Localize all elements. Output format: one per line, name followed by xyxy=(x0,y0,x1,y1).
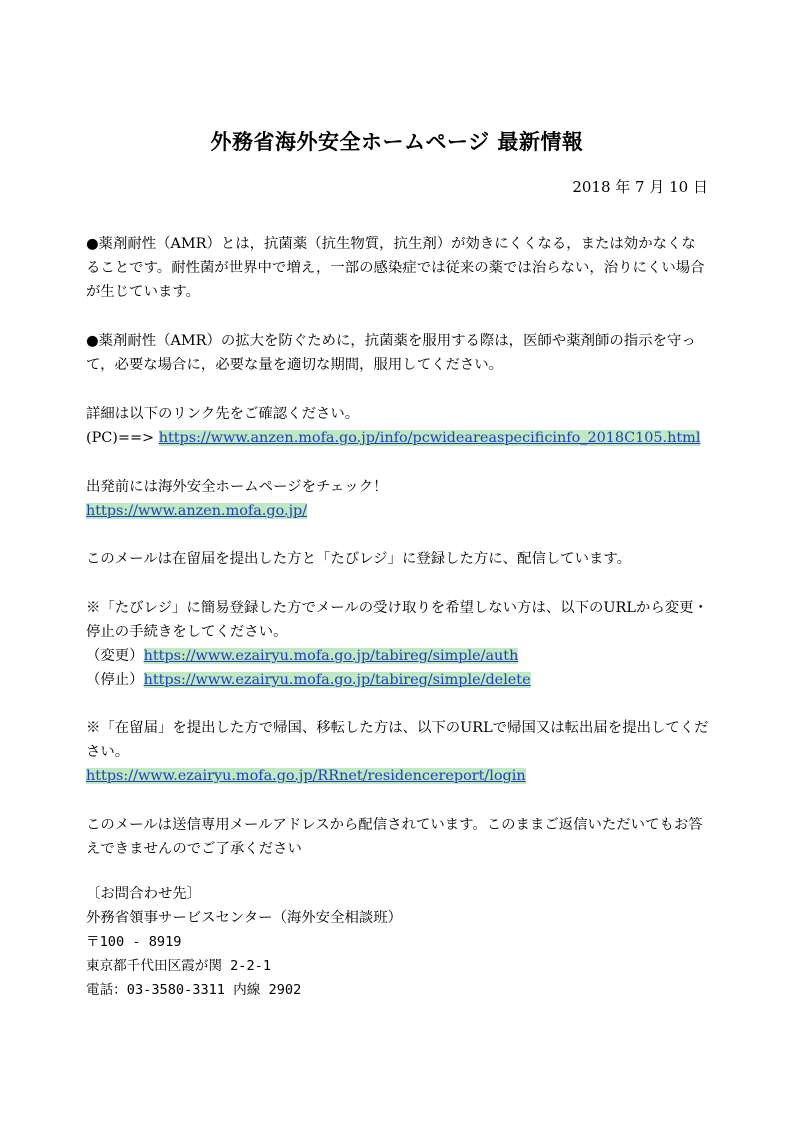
tabireg-change-link[interactable]: https://www.ezairyu.mofa.go.jp/tabireg/simple/auth xyxy=(143,648,519,664)
tabireg-note-text: ※「たびレジ」に簡易登録した方でメールの受け取りを希望しない方は、以下のURLから変更・停止の手続きをしてください。 xyxy=(86,600,708,640)
change-link-line xyxy=(86,644,710,668)
stop-link-line xyxy=(86,668,710,692)
details-section xyxy=(86,402,710,450)
send-only-paragraph xyxy=(86,813,710,861)
contact-address: 東京都千代田区霞が関 2-2-1 xyxy=(86,958,272,974)
pc-link-line xyxy=(86,426,710,450)
contact-postal: 〒100 - 8919 xyxy=(86,934,182,950)
zairyu-section xyxy=(86,716,710,788)
send-only-text: このメールは送信専用メールアドレスから配信されています。このままご返信いただいてもお答えできませんのでご了承ください xyxy=(86,817,703,857)
anzen-home-link[interactable]: https://www.anzen.mofa.go.jp/ xyxy=(86,503,308,519)
tabireg-stop-link[interactable]: https://www.ezairyu.mofa.go.jp/tabireg/simple/delete xyxy=(143,672,531,688)
page-title: 外務省海外安全ホームページ 最新情報 xyxy=(210,130,584,154)
stop-prefix: （停止） xyxy=(86,672,144,688)
details-intro: 詳細は以下のリンク先をご確認ください。 xyxy=(86,406,360,422)
date-line: 2018 年 7 月 10 日 xyxy=(572,178,708,196)
amr-prevention-text: ●薬剤耐性（AMR）の拡大を防ぐために，抗菌薬を服用する際は，医師や薬剤師の指示を守って，必要な場合に，必要な量を適切な期間，服用してください。 xyxy=(86,333,696,373)
amr-definition-text: ●薬剤耐性（AMR）とは，抗菌薬（抗生物質，抗生剤）が効きにくくなる，または効かなくなることです。耐性菌が世界中で増え，一部の感染症では従来の薬では治らない，治りにくい場合が生じています。 xyxy=(86,236,705,300)
contact-org: 外務省領事サービスセンター（海外安全相談班） xyxy=(86,910,403,926)
amr-definition-paragraph xyxy=(86,232,710,304)
zairyu-note-text: ※「在留届」を提出した方で帰国、移転した方は、以下のURLで帰国又は転出届を提出してください。 xyxy=(86,720,709,760)
contact-section xyxy=(86,882,710,1002)
contact-phone: 電話：03-3580-3311 内線 2902 xyxy=(86,982,302,998)
change-prefix: （変更） xyxy=(86,648,144,664)
check-intro: 出発前には海外安全ホームページをチェック！ xyxy=(86,479,388,495)
residence-report-link[interactable]: https://www.ezairyu.mofa.go.jp/RRnet/residencereport/login xyxy=(86,768,526,784)
amr-prevention-paragraph xyxy=(86,329,710,377)
pc-prefix: (PC)==> xyxy=(86,430,155,446)
mail-note-paragraph xyxy=(86,547,710,571)
contact-heading: 〔お問合わせ先〕 xyxy=(86,886,202,902)
mail-note-text: このメールは在留届を提出した方と「たびレジ」に登録した方に、配信しています。 xyxy=(86,551,632,567)
tabireg-section xyxy=(86,596,710,692)
check-section xyxy=(86,475,710,523)
pc-info-link[interactable]: https://www.anzen.mofa.go.jp/info/pcwideareaspecificinfo_2018C105.html xyxy=(158,430,701,446)
